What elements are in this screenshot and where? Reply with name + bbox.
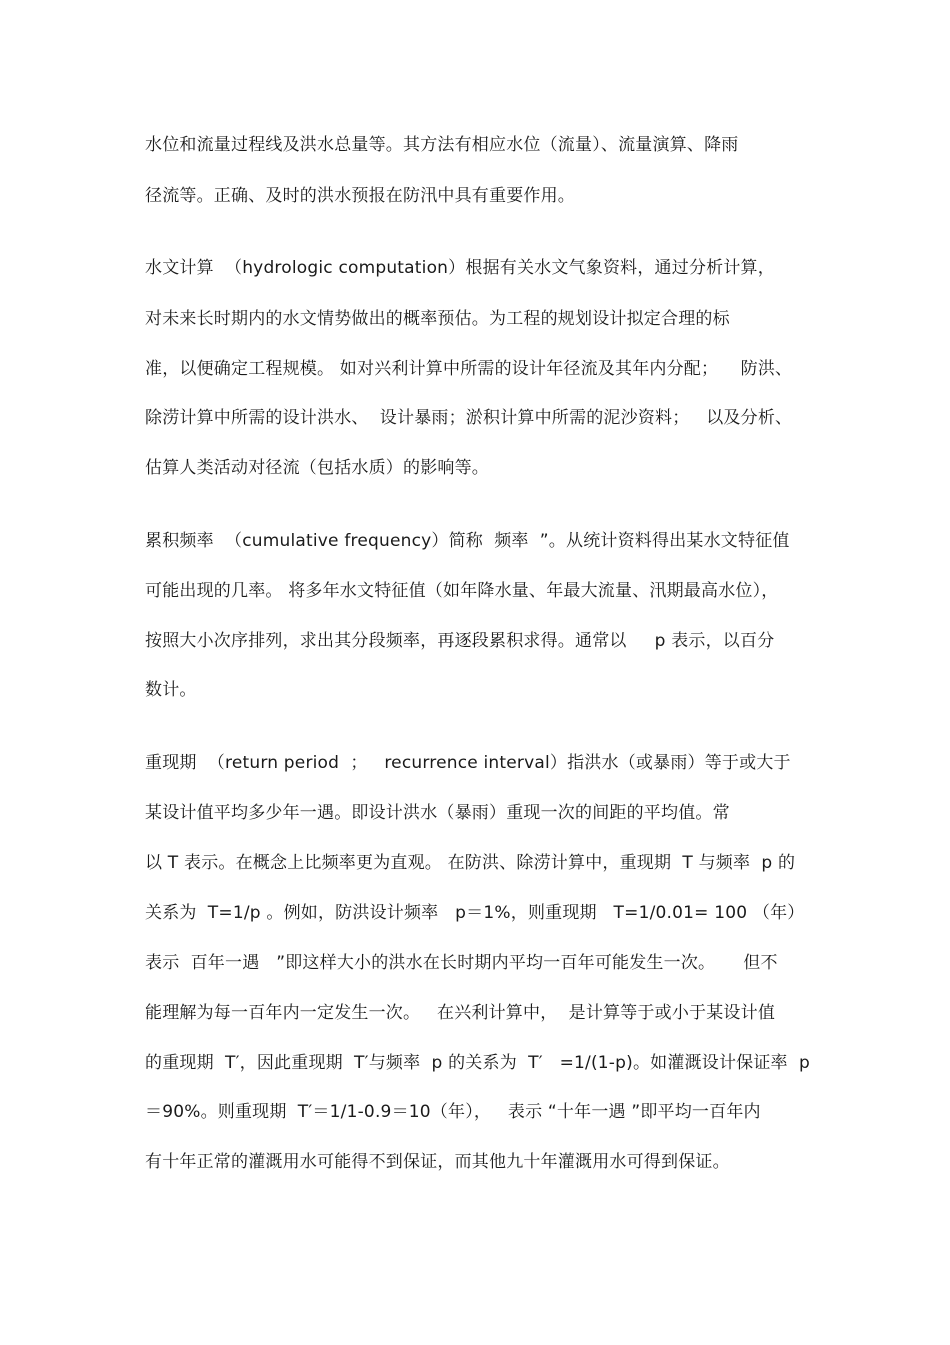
paragraph-4-line-2: 某设计值平均多少年一遇。即设计洪水（暴雨）重现一次的间距的平均值。常	[145, 803, 730, 823]
paragraph-2-line-3: 准，以便确定工程规模。 如对兴利计算中所需的设计年径流及其年内分配； 防洪、	[145, 359, 793, 379]
paragraph-3-line-3: 按照大小次序排列，求出其分段频率，再逐段累积求得。通常以 p 表示，以百分	[145, 631, 775, 651]
paragraph-1-line-2: 径流等。正确、及时的洪水预报在防汛中具有重要作用。	[145, 186, 575, 206]
paragraph-3-line-4: 数计。	[145, 680, 197, 700]
paragraph-4-line-7: 的重现期 T′，因此重现期 T′与频率 p 的关系为 T′ =1/(1-p)。如灌溉设计保证率 p	[145, 1053, 810, 1073]
paragraph-4-line-9: 有十年正常的灌溉用水可能得不到保证，而其他九十年灌溉用水可得到保证。	[145, 1152, 730, 1172]
paragraph-2-line-5: 估算人类活动对径流（包括水质）的影响等。	[145, 458, 489, 478]
paragraph-4-line-1: 重现期 （return period ； recurrence interval）指洪水（或暴雨）等于或大于	[145, 753, 791, 773]
paragraph-4-line-4: 关系为 T=1/p 。例如，防洪设计频率 p＝1%，则重现期 T=1/0.01= 100 （年）	[145, 903, 805, 923]
paragraph-4-line-3: 以 T 表示。在概念上比频率更为直观。 在防洪、除涝计算中，重现期 T 与频率 p 的	[145, 853, 796, 873]
paragraph-3-line-1: 累积频率 （cumulative frequency）简称 频率 ”。从统计资料得出某水文特征值	[145, 531, 790, 551]
paragraph-3-line-2: 可能出现的几率。 将多年水文特征值（如年降水量、年最大流量、汛期最高水位），	[145, 581, 779, 601]
paragraph-4-line-5: 表示 百年一遇 ”即这样大小的洪水在长时期内平均一百年可能发生一次。 但不	[145, 953, 778, 973]
paragraph-2-line-4: 除涝计算中所需的设计洪水、 设计暴雨；淤积计算中所需的泥沙资料； 以及分析、	[145, 408, 793, 428]
paragraph-1-line-1: 水位和流量过程线及洪水总量等。其方法有相应水位（流量）、流量演算、降雨	[145, 135, 739, 155]
paragraph-4-line-8: ＝90%。则重现期 T′＝1/1-0.9＝10（年）， 表示 “十年一遇 ”即平均一百年内	[145, 1102, 761, 1122]
paragraph-2-line-2: 对未来长时期内的水文情势做出的概率预估。为工程的规划设计拟定合理的标	[145, 309, 730, 329]
paragraph-4-line-6: 能理解为每一百年内一定发生一次。 在兴利计算中， 是计算等于或小于某设计值	[145, 1003, 776, 1023]
paragraph-2-line-1: 水文计算 （hydrologic computation）根据有关水文气象资料，通过分析计算，	[145, 258, 775, 278]
